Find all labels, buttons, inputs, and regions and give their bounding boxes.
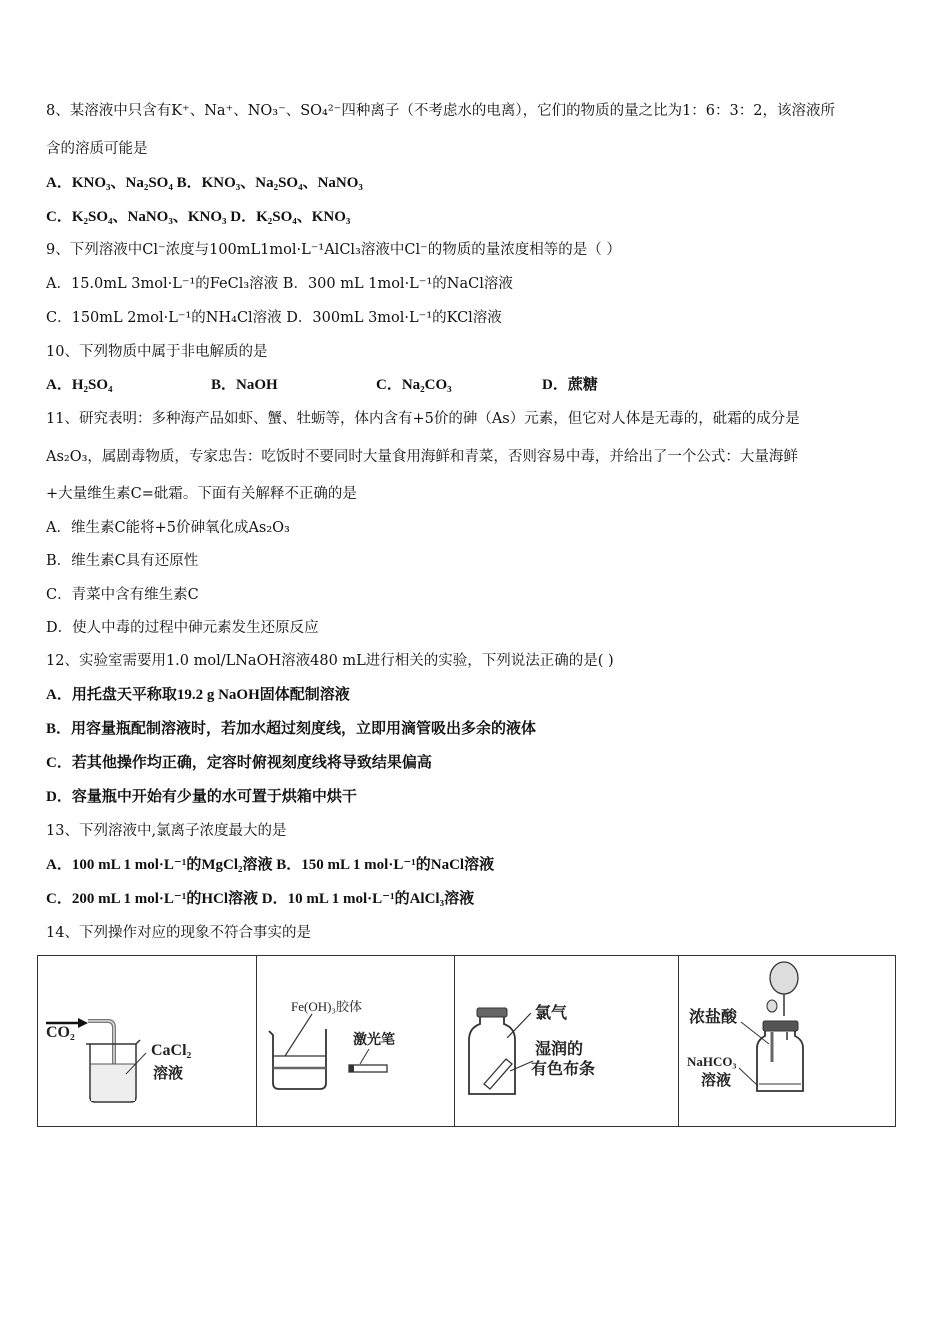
q13-stem: 13、下列溶液中,氯离子浓度最大的是 bbox=[46, 823, 287, 839]
q12-option-c: C．若其他操作均正确，定容时俯视刻度线将导致结果偏高 bbox=[46, 755, 432, 771]
q11-option-a: A．维生素C能将+5价砷氧化成As₂O₃ bbox=[46, 520, 290, 536]
figure-co2-cacl2 bbox=[38, 956, 257, 1126]
q10-option-b: B．NaOH bbox=[211, 377, 278, 393]
figure-hcl-nahco3 bbox=[679, 956, 895, 1126]
q11-stem-line2: As₂O₃，属剧毒物质，专家忠告：吃饭时不要同时大量食用海鲜和青菜，否则容易中毒，并给出了一个公式：大量海鲜 bbox=[46, 449, 798, 465]
q9-stem: 9、下列溶液中Cl⁻浓度与100mL1mol·L⁻¹AlCl₃溶液中Cl⁻的物质的量浓度相等的是（ ） bbox=[46, 242, 621, 258]
q12-stem: 12、实验室需要用1.0 mol/LNaOH溶液480 mL进行相关的实验，下列说法正确的是( ) bbox=[46, 653, 614, 669]
nahco3-solution-label: 溶液 bbox=[701, 1073, 732, 1089]
q9-options-ab: A．15.0mL 3mol·L⁻¹的FeCl₃溶液 B．300 mL 1mol·L⁻¹的NaCl溶液 bbox=[46, 276, 513, 292]
hcl-label: 浓盐酸 bbox=[689, 1009, 738, 1026]
q12-option-b: B．用容量瓶配制溶液时，若加水超过刻度线，立即用滴管吸出多余的液体 bbox=[46, 721, 537, 737]
q13-options-ab: A．100 mL 1 mol·L⁻¹的MgCl₂溶液 B．150 mL 1 mol·L⁻¹的NaCl溶液 bbox=[46, 857, 495, 873]
q13-options-cd: C．200 mL 1 mol·L⁻¹的HCl溶液 D．10 mL 1 mol·L⁻¹的AlCl₃溶液 bbox=[46, 891, 475, 907]
q8-stem-line2: 含的溶质可能是 bbox=[46, 141, 148, 157]
cacl2-label: CaCl₂ bbox=[151, 1042, 192, 1059]
wet-label: 湿润的 bbox=[535, 1041, 584, 1058]
q8-options-ab: A．KNO₃、Na₂SO₄ B．KNO₃、Na₂SO₄、NaNO₃ bbox=[46, 175, 363, 191]
q10-option-c: C．Na₂CO₃ bbox=[376, 377, 452, 393]
q11-option-b: B．维生素C具有还原性 bbox=[46, 553, 199, 569]
figure-colloid-laser bbox=[257, 956, 455, 1126]
q10-stem: 10、下列物质中属于非电解质的是 bbox=[46, 344, 268, 360]
solution-label: 溶液 bbox=[153, 1066, 184, 1082]
q12-option-d: D．容量瓶中开始有少量的水可置于烘箱中烘干 bbox=[46, 789, 357, 805]
q11-stem-line3: +大量维生素C=砒霜。下面有关解释不正确的是 bbox=[46, 486, 357, 502]
q8-stem-line1: 8、某溶液中只含有K⁺、Na⁺、NO₃⁻、SO₄²⁻四种离子（不考虑水的电离），它们的物质的量之比为1：6：3：2，该溶液所 bbox=[46, 103, 835, 119]
colloid-label: Fe(OH)₃胶体 bbox=[291, 999, 362, 1014]
q12-option-a: A．用托盘天平称取19.2 g NaOH固体配制溶液 bbox=[46, 687, 350, 703]
q9-options-cd: C．150mL 2mol·L⁻¹的NH₄Cl溶液 D．300mL 3mol·L⁻¹的KCl溶液 bbox=[46, 310, 502, 326]
q10-option-a: A．H₂SO₄ bbox=[46, 377, 113, 393]
q8-options-cd: C．K₂SO₄、NaNO₃、KNO₃ D．K₂SO₄、KNO₃ bbox=[46, 209, 351, 225]
q14-figure-table bbox=[37, 955, 896, 1127]
nahco3-label: NaHCO₃ bbox=[687, 1054, 737, 1069]
figure-chlorine-cloth bbox=[455, 956, 679, 1126]
bottle-balloon-diagram bbox=[679, 956, 897, 1126]
q11-option-d: D．使人中毒的过程中砷元素发生还原反应 bbox=[46, 620, 319, 636]
chlorine-label: 氯气 bbox=[535, 1005, 568, 1022]
q11-option-c: C．青菜中含有维生素C bbox=[46, 587, 199, 603]
co2-label: CO₂ bbox=[46, 1024, 75, 1041]
q11-stem-line1: 11、研究表明：多种海产品如虾、蟹、牡蛎等，体内含有+5价的砷（As）元素，但它对人体是无毒的，砒霜的成分是 bbox=[46, 411, 800, 427]
cloth-label: 有色布条 bbox=[531, 1061, 596, 1078]
q10-option-d: D．蔗糖 bbox=[542, 377, 598, 393]
laser-label: 激光笔 bbox=[353, 1033, 395, 1048]
q14-stem: 14、下列操作对应的现象不符合事实的是 bbox=[46, 925, 311, 941]
